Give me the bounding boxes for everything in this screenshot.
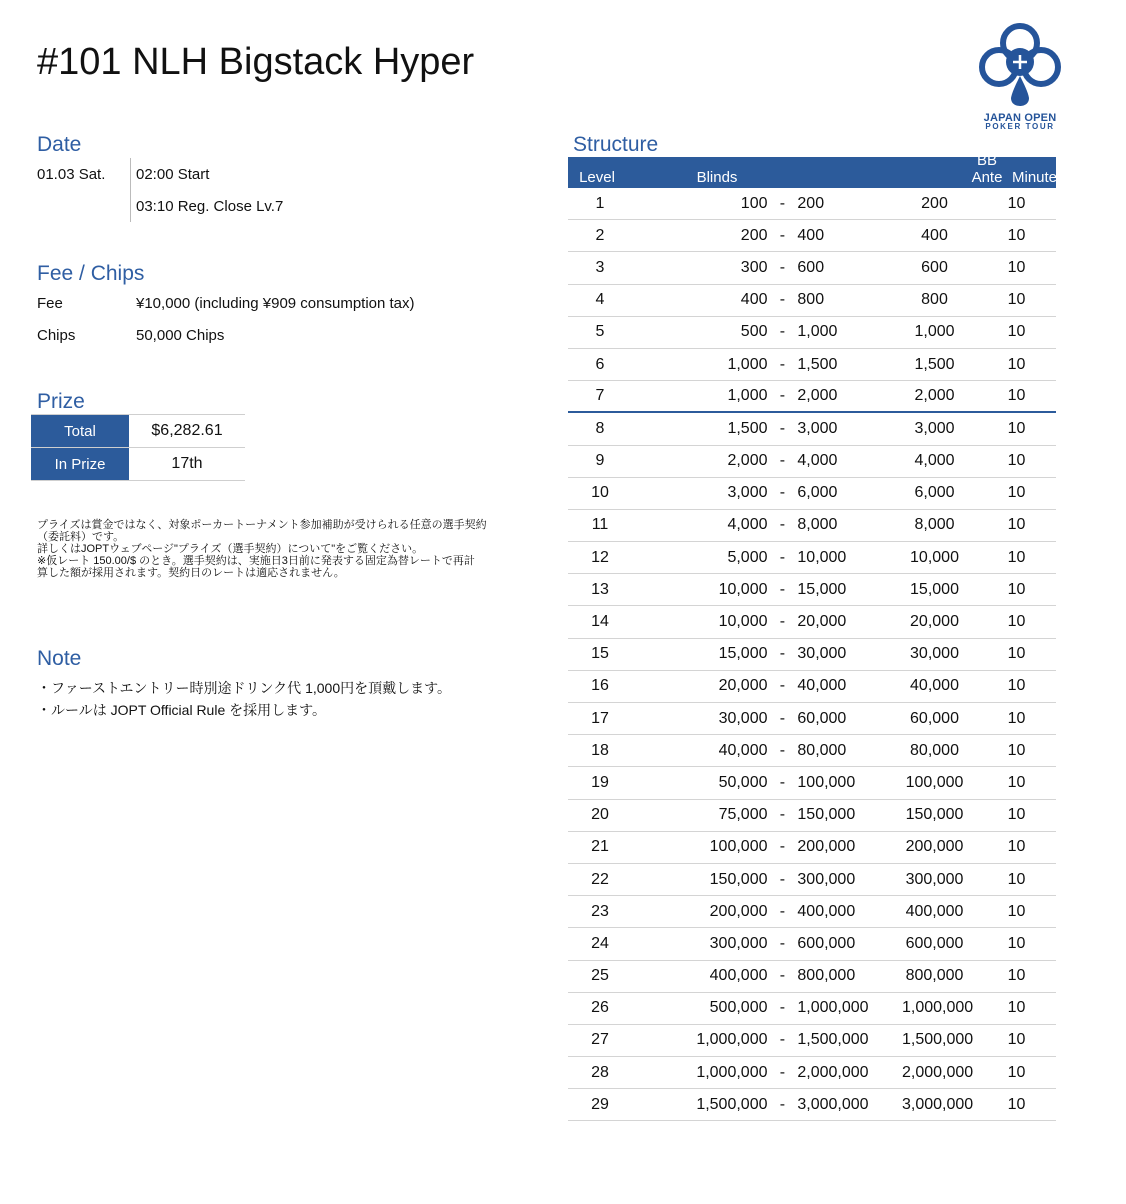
- blind-separator: -: [779, 194, 786, 212]
- blind-separator: -: [779, 387, 786, 405]
- minutes-cell: 10: [1007, 1031, 1026, 1049]
- level-cell: 4: [595, 291, 605, 309]
- small-blind: 150,000: [709, 870, 768, 888]
- small-blind: 1,000: [727, 355, 768, 373]
- date-reg-close: 03:10 Reg. Close Lv.7: [136, 198, 284, 215]
- bb-ante-cell: 60,000: [910, 709, 959, 727]
- small-blind: 400,000: [709, 967, 768, 985]
- minutes-cell: 10: [1007, 516, 1026, 534]
- bb-ante-cell: 400: [921, 226, 948, 244]
- blind-separator: -: [779, 226, 786, 244]
- structure-table: [568, 152, 1065, 1121]
- small-blind: 1,000,000: [696, 1063, 768, 1081]
- bb-ante-cell: 1,500,000: [902, 1031, 974, 1049]
- minutes-cell: 10: [1007, 806, 1026, 824]
- table-row: [568, 606, 1056, 638]
- table-row: [568, 349, 1056, 381]
- blind-separator: -: [779, 902, 786, 920]
- table-row: [568, 285, 1056, 317]
- table-row: [568, 220, 1056, 252]
- prize-table: [31, 414, 245, 481]
- bb-ante-cell: 10,000: [910, 548, 959, 566]
- chips-label: Chips: [37, 327, 76, 344]
- small-blind: 10,000: [718, 580, 768, 598]
- minutes-cell: 10: [1007, 580, 1026, 598]
- fee-label: Fee: [37, 295, 63, 312]
- blinds-cell: [632, 516, 902, 534]
- level-cell: 17: [591, 709, 609, 727]
- minutes-cell: 10: [1007, 999, 1026, 1017]
- small-blind: 500: [740, 323, 768, 341]
- blind-separator: -: [779, 677, 786, 695]
- disclaimer-line: 算した額が採用されます。契約日のレートは適応されません。: [37, 567, 345, 579]
- table-row: [568, 800, 1056, 832]
- small-blind: 15,000: [718, 645, 768, 663]
- minutes-cell: 10: [1007, 967, 1026, 985]
- table-row: [568, 735, 1056, 767]
- section-prize-heading: Prize: [37, 390, 85, 413]
- small-blind: 1,500,000: [696, 1095, 768, 1113]
- level-cell: 19: [591, 773, 609, 791]
- minutes-cell: 10: [1007, 419, 1026, 437]
- table-row: [568, 864, 1056, 896]
- blind-separator: -: [779, 484, 786, 502]
- bb-ante-cell: 800: [921, 291, 948, 309]
- table-row: [568, 510, 1056, 542]
- big-blind: 800: [797, 291, 825, 309]
- minutes-cell: 10: [1007, 194, 1026, 212]
- blinds-cell: [632, 1096, 902, 1114]
- minutes-cell: 10: [1007, 902, 1026, 920]
- big-blind: 800,000: [797, 967, 856, 985]
- big-blind: 600: [797, 258, 825, 276]
- small-blind: 5,000: [727, 548, 768, 566]
- small-blind: 1,000,000: [696, 1031, 768, 1049]
- section-fee-chips-heading: Fee / Chips: [37, 262, 145, 285]
- small-blind: 1,000: [727, 387, 768, 405]
- big-blind: 80,000: [797, 741, 847, 759]
- table-row: [568, 317, 1056, 349]
- table-row: [568, 767, 1056, 799]
- table-row: [568, 1057, 1056, 1089]
- small-blind: 2,000: [727, 452, 768, 470]
- small-blind: 75,000: [718, 806, 768, 824]
- table-row: [568, 639, 1056, 671]
- date-day: 01.03 Sat.: [37, 166, 106, 183]
- minutes-cell: 10: [1007, 387, 1026, 405]
- big-blind: 2,000,000: [797, 1063, 869, 1081]
- bb-ante-cell: 1,000,000: [902, 999, 974, 1017]
- blinds-cell: [632, 806, 902, 824]
- level-cell: 21: [591, 838, 609, 856]
- big-blind: 1,000,000: [797, 999, 869, 1017]
- small-blind: 40,000: [718, 741, 768, 759]
- table-row: [568, 542, 1056, 574]
- blinds-cell: [632, 935, 902, 953]
- level-cell: 20: [591, 806, 609, 824]
- disclaimer-line: （委託料）です。: [37, 531, 125, 543]
- blind-separator: -: [779, 741, 786, 759]
- bb-ante-cell: 2,000,000: [902, 1063, 974, 1081]
- disclaimer-line: プライズは賞金ではなく、対象ポーカートーナメント参加補助が受けられる任意の選手契約: [37, 519, 487, 531]
- level-cell: 13: [591, 580, 609, 598]
- table-row: [568, 381, 1056, 413]
- page-title: #101 NLH Bigstack Hyper: [37, 41, 475, 83]
- disclaimer-line: 詳しくはJOPTウェブページ"プライズ（選手契約）について"をご覧ください。: [37, 543, 424, 555]
- table-row: [568, 478, 1056, 510]
- blind-separator: -: [779, 258, 786, 276]
- minutes-cell: 10: [1007, 452, 1026, 470]
- section-date-heading: Date: [37, 133, 82, 156]
- big-blind: 100,000: [797, 773, 856, 791]
- big-blind: 600,000: [797, 934, 856, 952]
- bb-ante-cell: 600,000: [905, 934, 964, 952]
- minutes-cell: 10: [1007, 677, 1026, 695]
- level-cell: 2: [595, 226, 605, 244]
- big-blind: 200: [797, 194, 825, 212]
- blinds-cell: [632, 259, 902, 277]
- bb-ante-cell: 200: [921, 194, 948, 212]
- big-blind: 3,000: [797, 419, 838, 437]
- bb-ante-cell: 600: [921, 258, 948, 276]
- logo-text-line1: JAPAN OPEN: [983, 112, 1057, 124]
- small-blind: 4,000: [727, 516, 768, 534]
- blind-separator: -: [779, 773, 786, 791]
- minutes-cell: 10: [1007, 934, 1026, 952]
- blind-separator: -: [779, 967, 786, 985]
- blinds-cell: [632, 549, 902, 567]
- fee-value: ¥10,000 (including ¥909 consumption tax): [136, 295, 415, 312]
- prize-inprize-label: In Prize: [31, 448, 129, 480]
- level-cell: 5: [595, 323, 605, 341]
- blinds-cell: [632, 677, 902, 695]
- notes-list: [37, 677, 451, 721]
- blind-separator: -: [779, 613, 786, 631]
- prize-inprize-value: 17th: [171, 455, 203, 472]
- bb-ante-cell: 30,000: [910, 645, 959, 663]
- table-row: [568, 896, 1056, 928]
- small-blind: 50,000: [718, 773, 768, 791]
- blinds-cell: [632, 420, 902, 438]
- blinds-cell: [632, 710, 902, 728]
- bb-ante-cell: 200,000: [905, 838, 964, 856]
- small-blind: 500,000: [709, 999, 768, 1017]
- big-blind: 8,000: [797, 516, 838, 534]
- big-blind: 3,000,000: [797, 1095, 869, 1113]
- blind-separator: -: [779, 1063, 786, 1081]
- level-cell: 29: [591, 1095, 609, 1113]
- bb-ante-cell: 20,000: [910, 613, 959, 631]
- level-cell: 3: [595, 258, 605, 276]
- bb-ante-cell: 400,000: [905, 902, 964, 920]
- small-blind: 1,500: [727, 419, 768, 437]
- blind-separator: -: [779, 645, 786, 663]
- blind-separator: -: [779, 452, 786, 470]
- blind-separator: -: [779, 355, 786, 373]
- blind-separator: -: [779, 419, 786, 437]
- level-cell: 12: [591, 548, 609, 566]
- level-cell: 1: [595, 194, 605, 212]
- blind-separator: -: [779, 516, 786, 534]
- table-row: [568, 1089, 1056, 1121]
- big-blind: 6,000: [797, 484, 838, 502]
- table-row: [568, 574, 1056, 606]
- blind-separator: -: [779, 934, 786, 952]
- level-cell: 24: [591, 934, 609, 952]
- prize-total-row: [31, 414, 245, 447]
- disclaimer-line: ※仮レート 150.00/$ のとき。選手契約は、実施日3日前に発表する固定為替レートで再計: [37, 555, 475, 567]
- jopt-logo: [972, 22, 1068, 134]
- bb-ante-cell: 4,000: [914, 452, 955, 470]
- level-cell: 27: [591, 1031, 609, 1049]
- big-blind: 15,000: [797, 580, 847, 598]
- small-blind: 400: [740, 291, 768, 309]
- big-blind: 400: [797, 226, 825, 244]
- minutes-cell: 10: [1007, 645, 1026, 663]
- level-cell: 15: [591, 645, 609, 663]
- big-blind: 20,000: [797, 613, 847, 631]
- logo-text-line2: POKER TOUR: [985, 122, 1055, 131]
- minutes-cell: 10: [1007, 484, 1026, 502]
- blinds-cell: [632, 356, 902, 374]
- blind-separator: -: [779, 323, 786, 341]
- table-row: [568, 961, 1056, 993]
- blinds-cell: [632, 903, 902, 921]
- bb-ante-cell: 150,000: [905, 806, 964, 824]
- big-blind: 40,000: [797, 677, 847, 695]
- small-blind: 100: [740, 194, 768, 212]
- big-blind: 1,500: [797, 355, 838, 373]
- bb-ante-cell: 40,000: [910, 677, 959, 695]
- blind-separator: -: [779, 999, 786, 1017]
- level-cell: 25: [591, 967, 609, 985]
- blinds-cell: [632, 613, 902, 631]
- blinds-cell: [632, 774, 902, 792]
- blinds-cell: [632, 742, 902, 760]
- big-blind: 1,500,000: [797, 1031, 869, 1049]
- table-row: [568, 703, 1056, 735]
- blinds-cell: [632, 838, 902, 856]
- bb-ante-cell: 100,000: [905, 773, 964, 791]
- small-blind: 200,000: [709, 902, 768, 920]
- big-blind: 30,000: [797, 645, 847, 663]
- small-blind: 300,000: [709, 934, 768, 952]
- blinds-cell: [632, 323, 902, 341]
- level-cell: 8: [595, 419, 605, 437]
- minutes-cell: 10: [1007, 291, 1026, 309]
- bb-ante-cell: 80,000: [910, 741, 959, 759]
- minutes-cell: 10: [1007, 258, 1026, 276]
- blinds-cell: [632, 227, 902, 245]
- level-cell: 9: [595, 452, 605, 470]
- blinds-cell: [632, 484, 902, 502]
- structure-body: [568, 188, 1056, 1121]
- table-row: [568, 252, 1056, 284]
- big-blind: 10,000: [797, 548, 847, 566]
- table-row: [568, 832, 1056, 864]
- prize-total-label: Total: [31, 415, 129, 447]
- bb-ante-cell: 300,000: [905, 870, 964, 888]
- note-item: ・ファーストエントリー時別途ドリンク代 1,000円を頂戴します。: [37, 680, 451, 696]
- minutes-cell: 10: [1007, 838, 1026, 856]
- club-icon: [972, 22, 1068, 110]
- level-cell: 11: [591, 516, 609, 534]
- blind-separator: -: [779, 1031, 786, 1049]
- minutes-cell: 10: [1007, 323, 1026, 341]
- header-level: Level: [579, 169, 615, 186]
- bb-ante-cell: 8,000: [914, 516, 955, 534]
- note-item: ・ルールは JOPT Official Rule を採用します。: [37, 702, 327, 718]
- bb-ante-cell: 800,000: [905, 967, 964, 985]
- section-note-heading: Note: [37, 647, 82, 670]
- bb-ante-cell: 1,500: [914, 355, 955, 373]
- bb-ante-cell: 3,000: [914, 419, 955, 437]
- minutes-cell: 10: [1007, 226, 1026, 244]
- blind-separator: -: [779, 291, 786, 309]
- big-blind: 4,000: [797, 452, 838, 470]
- blind-separator: -: [779, 870, 786, 888]
- level-cell: 23: [591, 902, 609, 920]
- big-blind: 200,000: [797, 838, 856, 856]
- bb-ante-cell: 15,000: [910, 580, 959, 598]
- level-cell: 7: [595, 387, 605, 405]
- minutes-cell: 10: [1007, 355, 1026, 373]
- minutes-cell: 10: [1007, 1063, 1026, 1081]
- minutes-cell: 10: [1007, 548, 1026, 566]
- blind-separator: -: [779, 548, 786, 566]
- small-blind: 20,000: [718, 677, 768, 695]
- level-cell: 6: [595, 355, 605, 373]
- bb-ante-cell: 6,000: [914, 484, 955, 502]
- level-cell: 22: [591, 870, 609, 888]
- big-blind: 1,000: [797, 323, 838, 341]
- blinds-cell: [632, 195, 902, 213]
- table-row: [568, 413, 1056, 445]
- blinds-cell: [632, 387, 902, 405]
- table-row: [568, 446, 1056, 478]
- blind-separator: -: [779, 806, 786, 824]
- header-minutes: Minutes: [1012, 169, 1065, 186]
- blind-separator: -: [779, 838, 786, 856]
- bb-ante-cell: 1,000: [914, 323, 955, 341]
- blinds-cell: [632, 999, 902, 1017]
- level-cell: 10: [591, 484, 609, 502]
- blinds-cell: [632, 1064, 902, 1082]
- level-cell: 28: [591, 1063, 609, 1081]
- header-bb-ante: BB Ante: [971, 152, 1003, 186]
- date-start-time: 02:00 Start: [136, 166, 210, 183]
- bb-ante-cell: 3,000,000: [902, 1095, 974, 1113]
- minutes-cell: 10: [1007, 870, 1026, 888]
- minutes-cell: 10: [1007, 709, 1026, 727]
- blinds-cell: [632, 645, 902, 663]
- small-blind: 300: [740, 258, 768, 276]
- minutes-cell: 10: [1007, 1095, 1026, 1113]
- big-blind: 2,000: [797, 387, 838, 405]
- date-divider: [130, 158, 131, 222]
- prize-inprize-row: [31, 447, 245, 481]
- header-blinds: Blinds: [696, 169, 738, 186]
- small-blind: 100,000: [709, 838, 768, 856]
- minutes-cell: 10: [1007, 741, 1026, 759]
- blinds-cell: [632, 1031, 902, 1049]
- section-structure-heading: Structure: [573, 133, 659, 156]
- blinds-cell: [632, 291, 902, 309]
- table-row: [568, 1025, 1056, 1057]
- level-cell: 14: [591, 613, 609, 631]
- big-blind: 300,000: [797, 870, 856, 888]
- blinds-cell: [632, 871, 902, 889]
- chips-value: 50,000 Chips: [136, 327, 225, 344]
- blind-separator: -: [779, 709, 786, 727]
- minutes-cell: 10: [1007, 773, 1026, 791]
- blinds-cell: [632, 967, 902, 985]
- minutes-cell: 10: [1007, 613, 1026, 631]
- table-row: [568, 188, 1056, 220]
- level-cell: 18: [591, 741, 609, 759]
- big-blind: 400,000: [797, 902, 856, 920]
- small-blind: 10,000: [718, 613, 768, 631]
- small-blind: 30,000: [718, 709, 768, 727]
- blind-separator: -: [779, 1095, 786, 1113]
- big-blind: 150,000: [797, 806, 856, 824]
- table-row: [568, 993, 1056, 1025]
- prize-disclaimer: [37, 519, 537, 579]
- structure-header-row: [568, 152, 1065, 188]
- blind-separator: -: [779, 580, 786, 598]
- small-blind: 3,000: [727, 484, 768, 502]
- bb-ante-cell: 2,000: [914, 387, 955, 405]
- blinds-cell: [632, 452, 902, 470]
- level-cell: 26: [591, 999, 609, 1017]
- level-cell: 16: [591, 677, 609, 695]
- prize-total-value: $6,282.61: [151, 422, 223, 439]
- blinds-cell: [632, 581, 902, 599]
- table-row: [568, 671, 1056, 703]
- big-blind: 60,000: [797, 709, 847, 727]
- table-row: [568, 928, 1056, 960]
- small-blind: 200: [740, 226, 768, 244]
